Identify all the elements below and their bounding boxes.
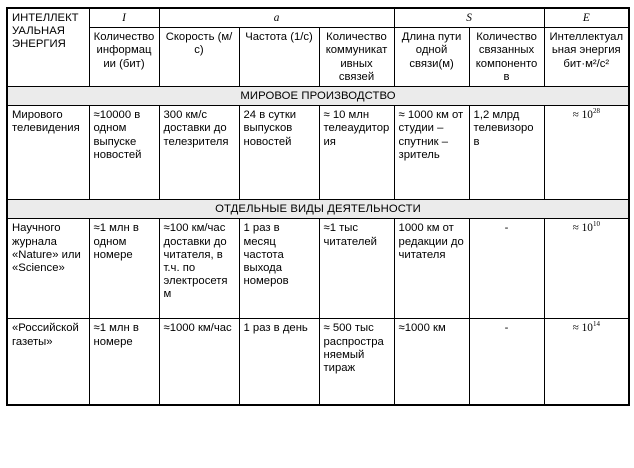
unit-header-components: Количество связанных компонентов: [469, 28, 544, 87]
table-row: [7, 219, 629, 319]
cell-speed: ≈1000 км/час: [159, 319, 239, 406]
table-row: [7, 106, 629, 200]
cell-path-length: ≈ 1000 км от студии – спутник – зритель: [394, 106, 469, 200]
cell-components: -: [469, 219, 544, 319]
unit-header-speed: Скорость (м/с): [159, 28, 239, 87]
energy-mantissa: ≈ 10: [572, 109, 593, 122]
cell-components: 1,2 млрд телевизоров: [469, 106, 544, 200]
unit-header-energy: Интеллектуальная энергия бит·м²/с²: [544, 28, 629, 87]
intellectual-energy-table: [6, 7, 630, 406]
energy-mantissa: ≈ 10: [572, 222, 593, 235]
energy-exponent: 28: [592, 107, 600, 116]
cell-speed: ≈100 км/час доставки до читателя, в т.ч. по электросетям: [159, 219, 239, 319]
group-header-a: a: [159, 8, 394, 28]
cell-links: ≈ 500 тыс распространяемый тираж: [319, 319, 394, 406]
cell-information: ≈1 млн в одном номере: [89, 219, 159, 319]
unit-header-information: Количество информации (бит): [89, 28, 159, 87]
cell-path-length: ≈1000 км: [394, 319, 469, 406]
unit-header-links: Количество коммуникативных связей: [319, 28, 394, 87]
cell-energy: [544, 106, 629, 200]
energy-exponent: 10: [592, 220, 600, 229]
header-units-row: [7, 28, 629, 87]
group-header-e: E: [544, 8, 629, 28]
cell-frequency: 1 раз в месяц частота выхода номеров: [239, 219, 319, 319]
header-group-row: [7, 8, 629, 28]
table-row: [7, 319, 629, 406]
row-label: Научного журнала «Nature» или «Science»: [7, 219, 89, 319]
unit-header-path-length: Длина пути одной связи(м): [394, 28, 469, 87]
cell-energy: [544, 219, 629, 319]
corner-header-intellectual-energy: ИНТЕЛЛЕКТУАЛЬНАЯ ЭНЕРГИЯ: [7, 8, 89, 87]
row-label: «Российской газеты»: [7, 319, 89, 406]
cell-speed: 300 км/с доставки до телезрителя: [159, 106, 239, 200]
cell-frequency: 1 раз в день: [239, 319, 319, 406]
energy-mantissa: ≈ 10: [572, 322, 593, 335]
cell-path-length: 1000 км от редакции до читателя: [394, 219, 469, 319]
energy-exponent: 14: [592, 320, 600, 329]
section-band-row-separate-activities: [7, 200, 629, 219]
unit-header-frequency: Частота (1/с): [239, 28, 319, 87]
cell-components: -: [469, 319, 544, 406]
group-header-i: I: [89, 8, 159, 28]
row-label: Мирового телевидения: [7, 106, 89, 200]
cell-information: ≈1 млн в номере: [89, 319, 159, 406]
cell-information: ≈10000 в одном выпуске новостей: [89, 106, 159, 200]
section-band-title: ОТДЕЛЬНЫЕ ВИДЫ ДЕЯТЕЛЬНОСТИ: [7, 200, 629, 219]
cell-links: ≈1 тыс читателей: [319, 219, 394, 319]
group-header-s: S: [394, 8, 544, 28]
section-band-title: МИРОВОЕ ПРОИЗВОДСТВО: [7, 87, 629, 106]
cell-frequency: 24 в сутки выпусков новостей: [239, 106, 319, 200]
cell-energy: [544, 319, 629, 406]
section-band-row-world-production: [7, 87, 629, 106]
cell-links: ≈ 10 млн телеаудитория: [319, 106, 394, 200]
